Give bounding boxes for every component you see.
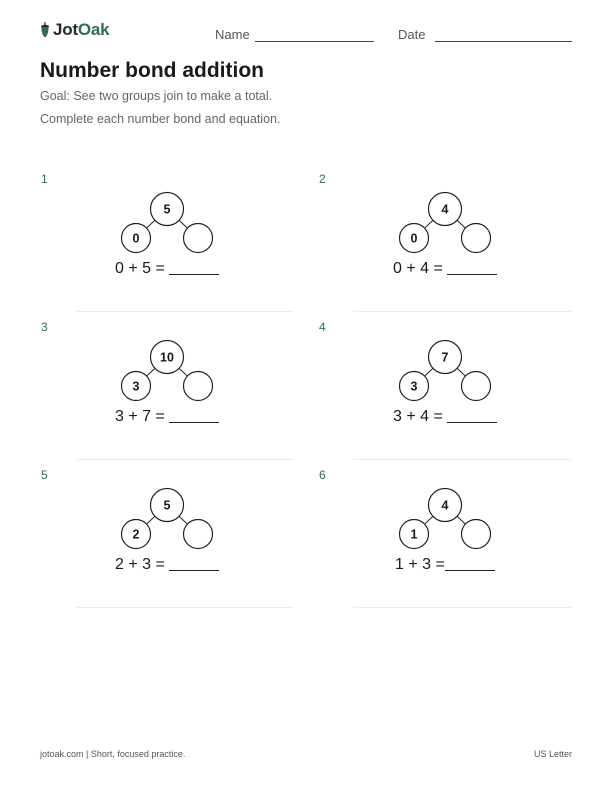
footer-site: jotoak.com | Short, focused practice. xyxy=(40,749,186,759)
answer-blank[interactable] xyxy=(169,556,219,571)
divider xyxy=(353,311,572,312)
equation xyxy=(395,556,495,574)
name-line[interactable] xyxy=(255,41,374,42)
equation-text: 1 + 3 = xyxy=(395,556,445,573)
equation xyxy=(393,260,497,278)
bond-blank-circle[interactable] xyxy=(462,520,491,549)
bond-blank-circle[interactable] xyxy=(184,224,213,253)
brand-logo xyxy=(40,20,109,40)
brand-name-jot: Jot xyxy=(53,20,78,39)
problem-number: 2 xyxy=(319,172,326,186)
problem-number: 4 xyxy=(319,320,326,334)
problem-number: 6 xyxy=(319,468,326,482)
equation xyxy=(393,408,497,426)
problem-number: 5 xyxy=(41,468,48,482)
page-title: Number bond addition xyxy=(40,59,264,82)
equation-text: 0 + 5 = xyxy=(115,260,165,277)
bond-whole-value: 5 xyxy=(163,498,171,513)
answer-blank[interactable] xyxy=(447,408,497,423)
date-label: Date xyxy=(398,27,426,42)
equation xyxy=(115,556,219,574)
answer-blank[interactable] xyxy=(169,408,219,423)
number-bond xyxy=(121,340,213,402)
bond-blank-circle[interactable] xyxy=(462,224,491,253)
bond-blank-circle[interactable] xyxy=(184,372,213,401)
bond-part-value: 3 xyxy=(132,379,140,394)
divider xyxy=(353,459,572,460)
bond-blank-circle[interactable] xyxy=(462,372,491,401)
number-bond xyxy=(399,488,491,550)
divider xyxy=(76,607,293,608)
divider xyxy=(353,607,572,608)
answer-blank[interactable] xyxy=(447,260,497,275)
brand-name-oak: Oak xyxy=(77,20,110,39)
date-line[interactable] xyxy=(435,41,572,42)
problem-number: 3 xyxy=(41,320,48,334)
equation-text: 0 + 4 = xyxy=(393,260,443,277)
answer-blank[interactable] xyxy=(169,260,219,275)
name-label: Name xyxy=(215,27,250,42)
equation xyxy=(115,408,219,426)
bond-whole-value: 4 xyxy=(441,202,449,217)
bond-whole-value: 7 xyxy=(441,350,449,365)
number-bond xyxy=(399,192,491,254)
bond-whole-value: 10 xyxy=(160,350,174,365)
bond-whole-value: 5 xyxy=(163,202,171,217)
bond-whole-value: 4 xyxy=(441,498,449,513)
bond-part-value: 0 xyxy=(132,231,140,246)
footer-paper-size: US Letter xyxy=(533,749,572,759)
divider xyxy=(76,459,293,460)
equation-text: 2 + 3 = xyxy=(115,556,165,573)
goal-text: Goal: See two groups join to make a total. xyxy=(40,89,273,103)
divider xyxy=(76,311,293,312)
bond-part-value: 1 xyxy=(410,527,418,542)
problem-number: 1 xyxy=(41,172,48,186)
instructions-text: Complete each number bond and equation. xyxy=(40,112,281,126)
acorn-icon xyxy=(40,22,50,38)
answer-blank[interactable] xyxy=(445,556,495,571)
equation xyxy=(115,260,219,278)
equation-text: 3 + 7 = xyxy=(115,408,165,425)
equation-text: 3 + 4 = xyxy=(393,408,443,425)
bond-part-value: 0 xyxy=(410,231,418,246)
bond-part-value: 2 xyxy=(132,527,140,542)
number-bond xyxy=(399,340,491,402)
number-bond xyxy=(121,488,213,550)
number-bond xyxy=(121,192,213,254)
bond-part-value: 3 xyxy=(410,379,418,394)
bond-blank-circle[interactable] xyxy=(184,520,213,549)
